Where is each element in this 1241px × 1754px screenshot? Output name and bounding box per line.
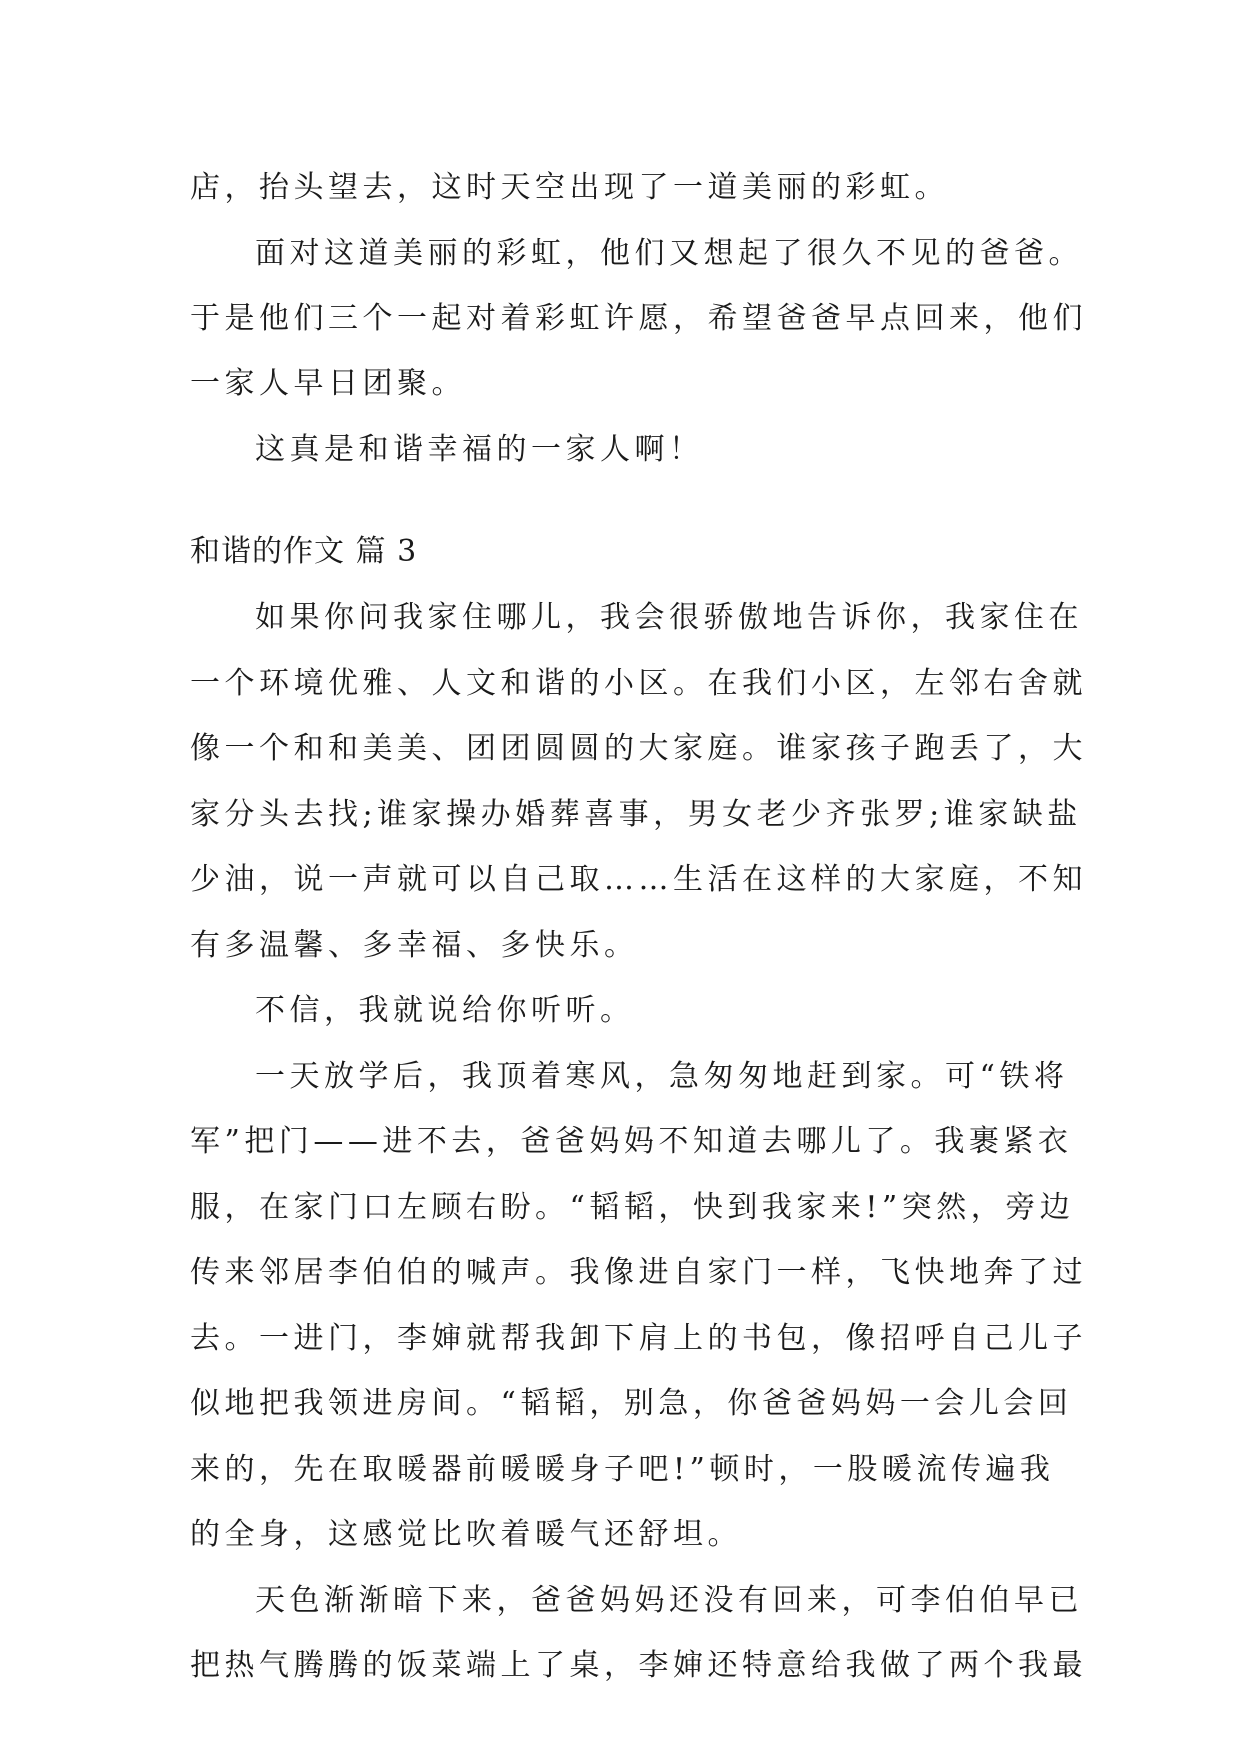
paragraph-line: 像一个和和美美、团团圆圆的大家庭。谁家孩子跑丢了，大 [190, 731, 1087, 766]
paragraph-line: 如果你问我家住哪儿，我会很骄傲地告诉你，我家住在 [255, 600, 1083, 635]
paragraph-line: 军”把门——进不去，爸爸妈妈不知道去哪儿了。我裹紧衣 [190, 1124, 1073, 1159]
paragraph-line: 服，在家门口左顾右盼。“韬韬，快到我家来!”突然，旁边 [190, 1190, 1075, 1225]
paragraph-line: 一天放学后，我顶着寒风，急匆匆地赶到家。可“铁将 [255, 1059, 1069, 1094]
paragraph-line: 似地把我领进房间。“韬韬，别急，你爸爸妈妈一会儿会回 [190, 1386, 1073, 1421]
paragraph-line: 这真是和谐幸福的一家人啊！ [255, 432, 704, 467]
paragraph-line: 少油，说一声就可以自己取……生活在这样的大家庭，不知 [190, 862, 1087, 897]
section-heading: 和谐的作文 篇 3 [190, 534, 418, 569]
paragraph-line: 把热气腾腾的饭菜端上了桌，李婶还特意给我做了两个我最 [190, 1648, 1087, 1683]
paragraph-line: 天色渐渐暗下来，爸爸妈妈还没有回来，可李伯伯早已 [255, 1583, 1083, 1618]
paragraph-line: 传来邻居李伯伯的喊声。我像进自家门一样，飞快地奔了过 [190, 1255, 1087, 1290]
paragraph-line: 一家人早日团聚。 [190, 366, 466, 401]
paragraph-line: 不信，我就说给你听听。 [255, 993, 635, 1028]
paragraph-line: 店，抬头望去，这时天空出现了一道美丽的彩虹。 [190, 170, 949, 205]
paragraph-line: 家分头去找;谁家操办婚葬喜事，男女老少齐张罗;谁家缺盐 [190, 797, 1082, 832]
paragraph-line: 于是他们三个一起对着彩虹许愿，希望爸爸早点回来，他们 [190, 301, 1087, 336]
paragraph-line: 去。一进门，李婶就帮我卸下肩上的书包，像招呼自己儿子 [190, 1321, 1087, 1356]
paragraph-line: 来的，先在取暖器前暖暖身子吧!”顿时，一股暖流传遍我 [190, 1452, 1055, 1487]
paragraph-line: 的全身，这感觉比吹着暖气还舒坦。 [190, 1517, 742, 1552]
paragraph-line: 一个环境优雅、人文和谐的小区。在我们小区，左邻右舍就 [190, 666, 1087, 701]
paragraph-line: 面对这道美丽的彩虹，他们又想起了很久不见的爸爸。 [255, 236, 1083, 271]
paragraph-line: 有多温馨、多幸福、多快乐。 [190, 928, 639, 963]
